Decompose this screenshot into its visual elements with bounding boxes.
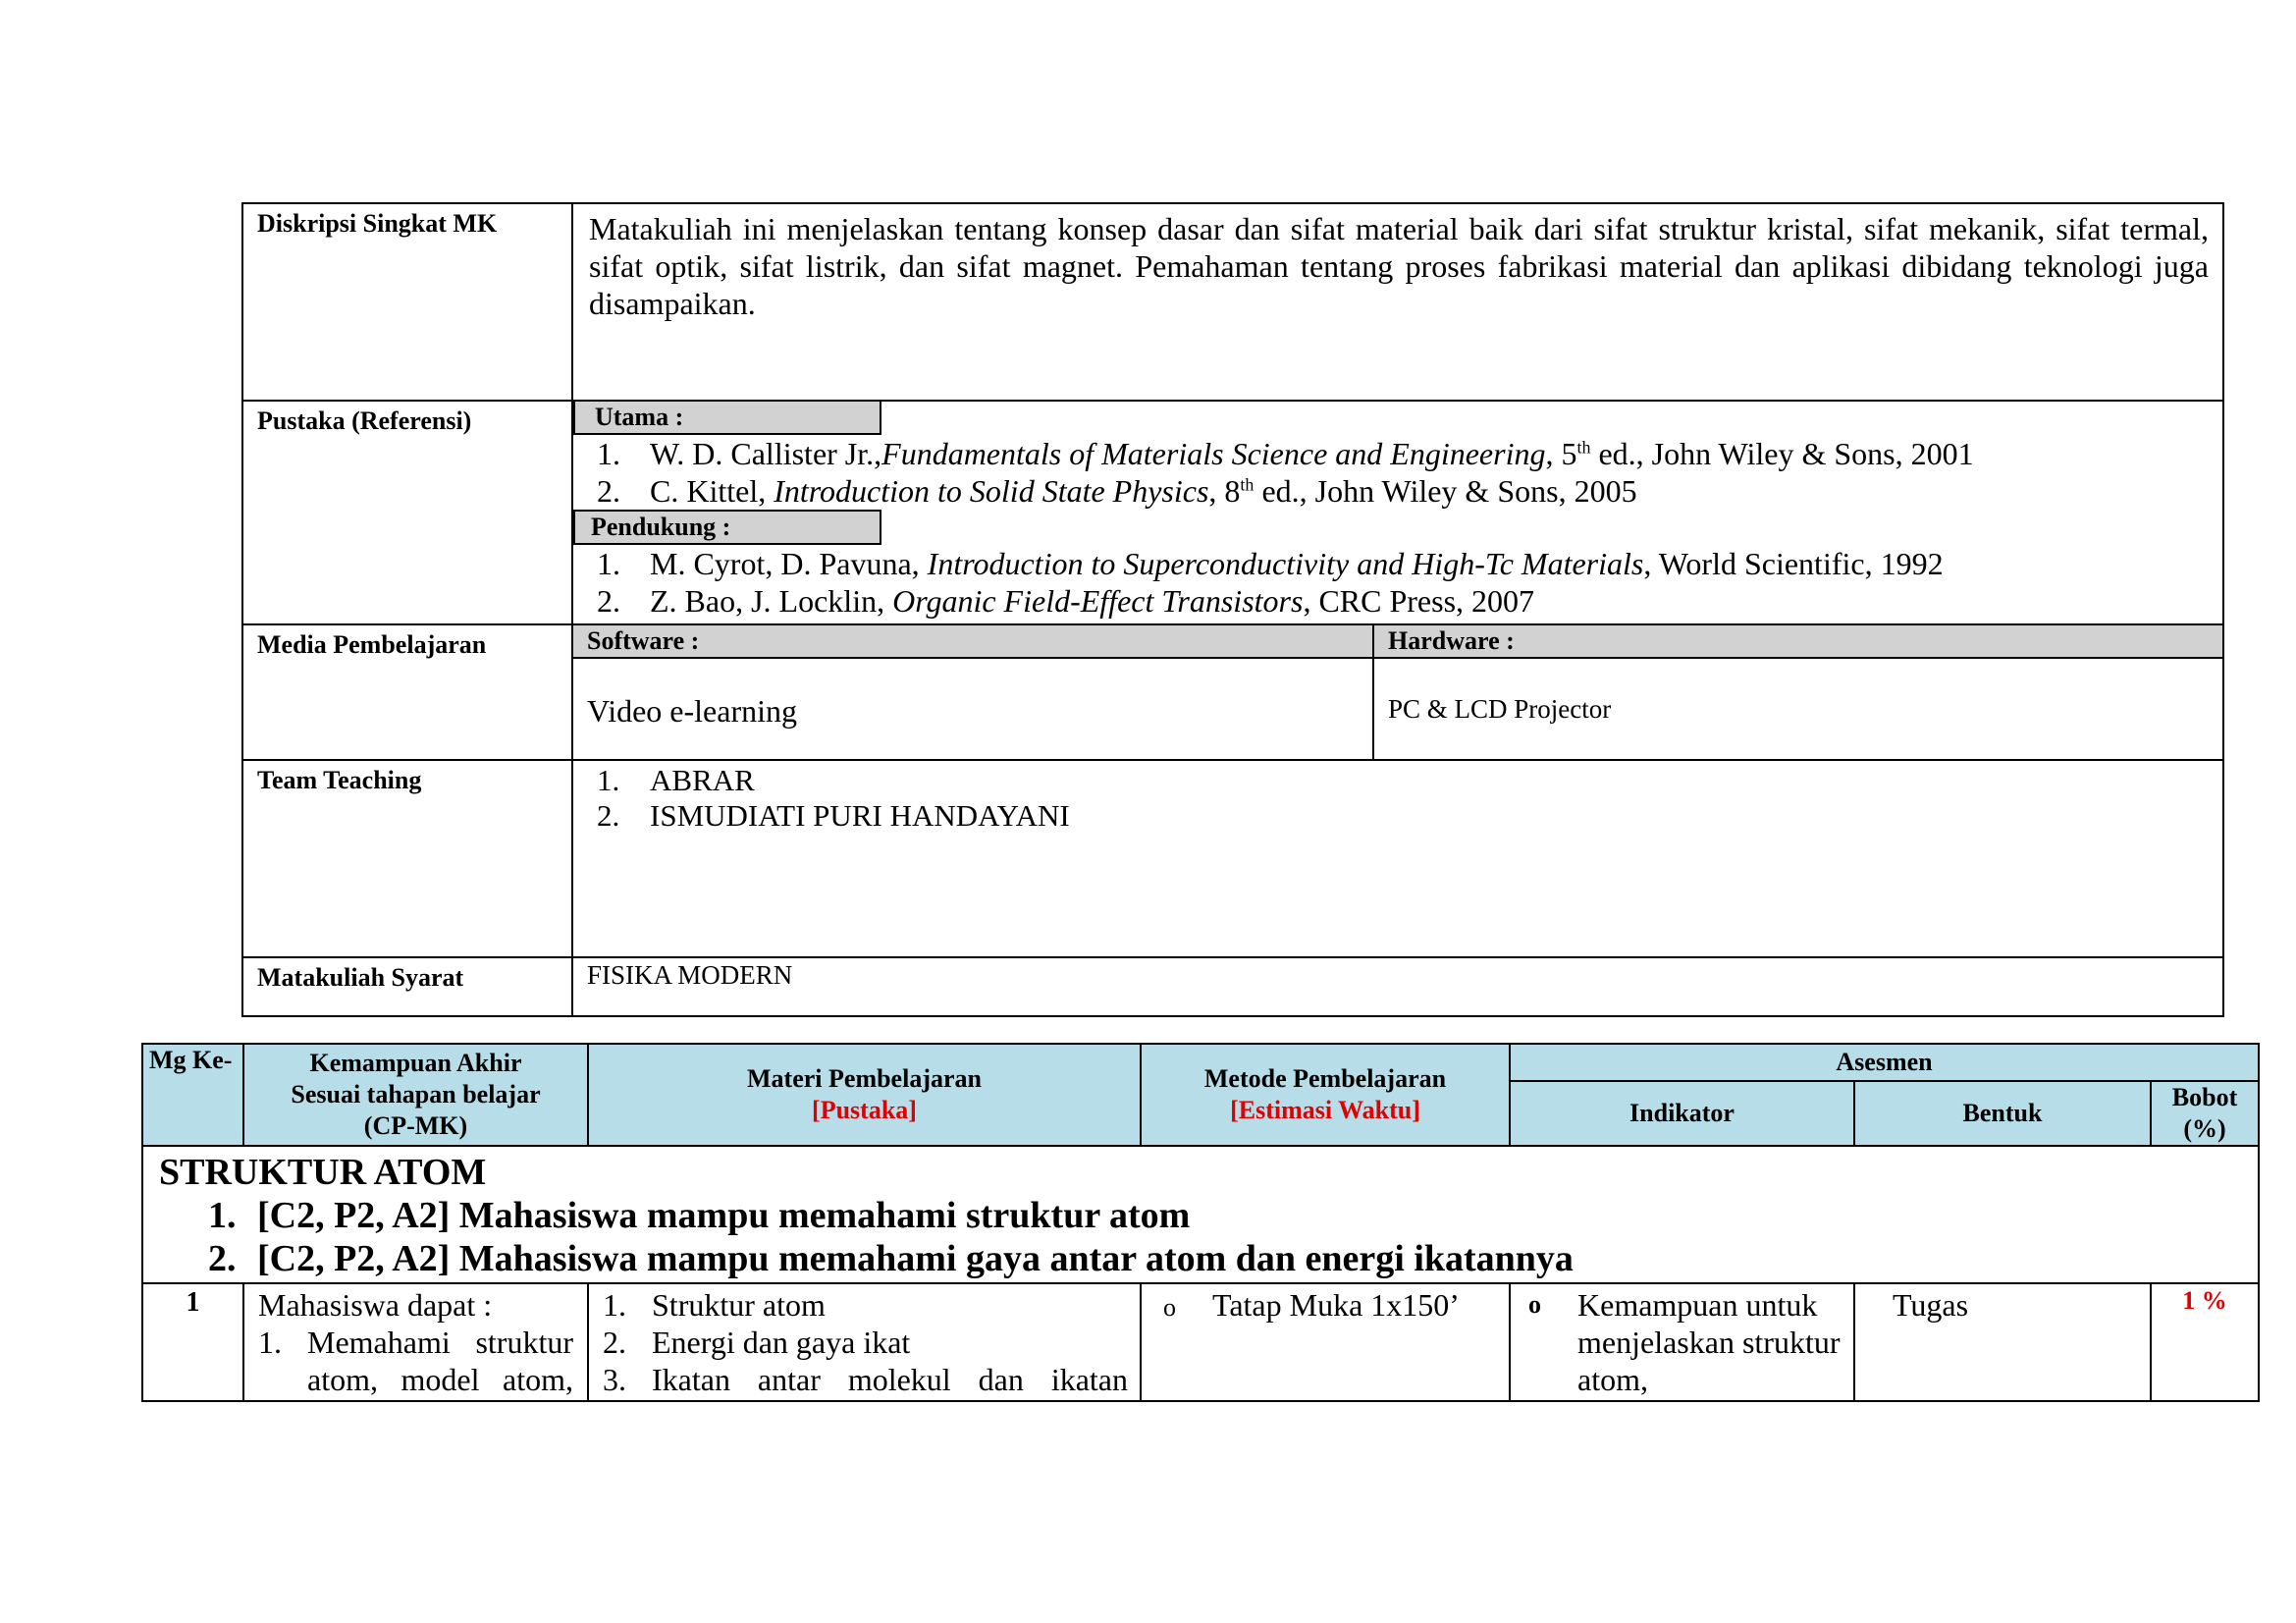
method-text: Tatap Muka 1x150’: [1212, 1287, 1460, 1323]
learning-plan-table: [141, 1043, 2260, 1402]
team-list: [573, 761, 2222, 834]
material-item: 2. Energi dan gaya ikat: [603, 1325, 911, 1360]
material-subheader: [Pustaka]: [812, 1096, 917, 1124]
description-label: Diskripsi Singkat MK: [242, 203, 572, 401]
references-row: [242, 401, 2223, 624]
prereq-value: FISIKA MODERN: [572, 957, 2223, 1016]
table-row: [142, 1283, 2259, 1401]
hardware-heading: Hardware :: [1374, 625, 2222, 659]
software-value: Video e-learning: [587, 693, 797, 729]
method-bullet-icon: o: [1163, 1293, 1176, 1322]
support-references-heading: Pendukung :: [573, 510, 881, 545]
hardware-value: PC & LCD Projector: [1388, 694, 1612, 724]
method-subheader: [Estimasi Waktu]: [1230, 1096, 1420, 1124]
ability-header: Kemampuan Akhir Sesuai tahapan belajar (CP-MK): [243, 1044, 588, 1146]
indicator-bullet-icon: o: [1528, 1290, 1541, 1319]
material-item: 3. Ikatan antar molekul dan ikatan: [603, 1362, 1128, 1397]
week-number: 1: [142, 1283, 243, 1401]
material-header: Materi Pembelajaran [Pustaka]: [588, 1044, 1141, 1146]
ability-item: 1. Memahami struktur atom, model atom,: [258, 1325, 573, 1397]
team-row: [242, 760, 2223, 957]
team-label: Team Teaching: [242, 760, 572, 957]
section-title: STRUKTUR ATOM: [159, 1152, 487, 1193]
team-member: 1. ABRAR: [597, 763, 755, 797]
reference-item: 2. C. Kittel, Introduction to Solid State Physics, 8th ed., John Wiley & Sons, 2005: [597, 473, 1637, 509]
material-item: 1. Struktur atom: [603, 1287, 826, 1323]
section-goal: 1. [C2, P2, A2] Mahasiswa mampu memahami struktur atom: [208, 1195, 1191, 1236]
prereq-row: [242, 957, 2223, 1016]
reference-item: 2. Z. Bao, J. Locklin, Organic Field-Effect Transistors, CRC Press, 2007: [597, 583, 1535, 619]
main-references-heading: Utama :: [573, 402, 881, 435]
description-row: [242, 203, 2223, 401]
reference-item: 1. M. Cyrot, D. Pavuna, Introduction to Superconductivity and High-Tc Materials, World Scientific, 1992: [597, 546, 1944, 581]
support-references-list: [573, 545, 2222, 620]
assessment-weight: 1 %: [2151, 1283, 2259, 1401]
ability-intro: Mahasiswa dapat :: [258, 1287, 493, 1323]
main-references-list: [573, 435, 2222, 510]
media-row: [242, 624, 2223, 760]
indicator-item: o Kemampuan untuk menjelaskan struktur atom,: [1528, 1287, 1841, 1397]
section-row: [142, 1146, 2259, 1283]
software-heading: Software :: [573, 625, 1372, 659]
indicator-header: Indikator: [1510, 1081, 1854, 1146]
week-header: Mg Ke-: [142, 1044, 243, 1146]
course-info-table: [241, 202, 2224, 1017]
weight-header: Bobot (%): [2151, 1081, 2259, 1146]
method-header: Metode Pembelajaran [Estimasi Waktu]: [1141, 1044, 1510, 1146]
assessment-header: Asesmen: [1510, 1044, 2259, 1081]
references-label: Pustaka (Referensi): [242, 401, 572, 624]
team-member: 2. ISMUDIATI PURI HANDAYANI: [597, 798, 1070, 833]
section-goal: 2. [C2, P2, A2] Mahasiswa mampu memahami gaya antar atom dan energi ikatannya: [208, 1238, 1574, 1279]
prereq-label: Matakuliah Syarat: [242, 957, 572, 1016]
reference-item: 1. W. D. Callister Jr.,Fundamentals of Materials Science and Engineering, 5th ed., John Wiley & Sons, 2001: [597, 436, 1974, 471]
media-label: Media Pembelajaran: [242, 624, 572, 760]
form-header: Bentuk: [1854, 1081, 2151, 1146]
assessment-form: Tugas: [1854, 1283, 2151, 1401]
description-text: Matakuliah ini menjelaskan tentang konsep dasar dan sifat material baik dari sifat struktur kristal, sifat mekanik, sifat termal, sifat optik, sifat listrik, dan sifat magnet. Pemahaman tentang proses fabrikasi material dan aplikasi dibidang teknologi juga disampaikan.: [589, 211, 2209, 321]
